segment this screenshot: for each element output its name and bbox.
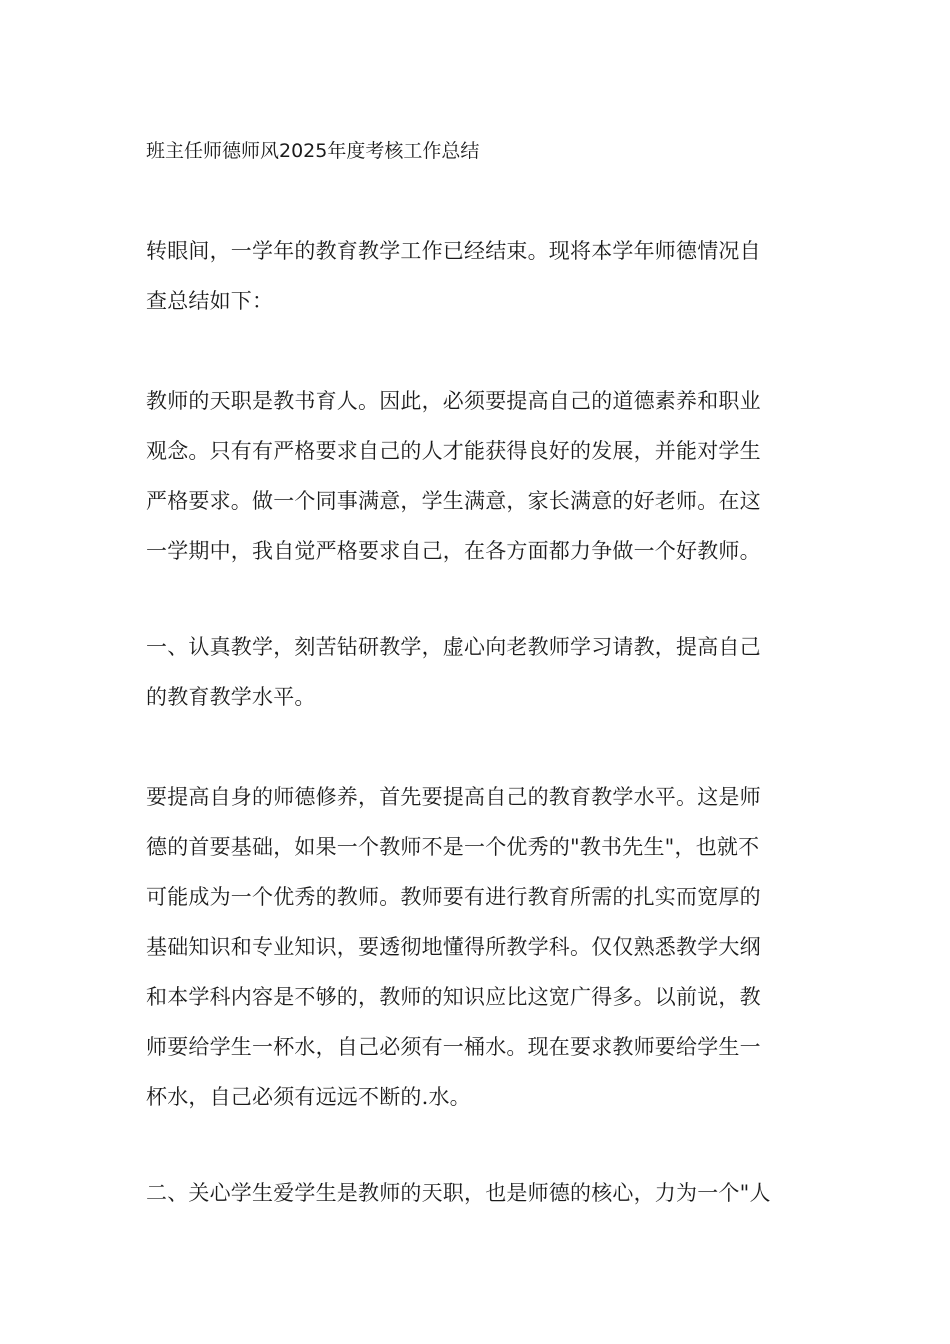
text-line: 基础知识和专业知识，要透彻地懂得所教学科。仅仅熟悉教学大纲	[146, 935, 761, 959]
text-line: 观念。只有有严格要求自己的人才能获得良好的发展，并能对学生	[146, 439, 761, 463]
text-line: 严格要求。做一个同事满意，学生满意，家长满意的好老师。在这	[146, 489, 761, 513]
text-line: 查总结如下：	[146, 289, 274, 313]
text-line: 一、认真教学，刻苦钻研教学，虚心向老教师学习请教，提高自己	[146, 635, 761, 659]
text-line: 的教育教学水平。	[146, 685, 316, 709]
text-line: 要提高自身的师德修养，首先要提高自己的教育教学水平。这是师	[146, 785, 761, 809]
text-line: 师要给学生一杯水，自己必须有一桶水。现在要求教师要给学生一	[146, 1035, 761, 1059]
text-line: 杯水，自己必须有远远不断的.水。	[146, 1085, 471, 1109]
paragraph-intro	[146, 226, 808, 326]
text-line: 二、关心学生爱学生是教师的天职，也是师德的核心，力为一个"人	[146, 1181, 771, 1205]
text-line: 教师的天职是教书育人。因此，必须要提高自己的道德素养和职业	[146, 389, 761, 413]
text-line: 德的首要基础，如果一个教师不是一个优秀的"教书先生"，也就不	[146, 835, 760, 859]
document-title: 班主任师德师风2025年度考核工作总结	[146, 140, 480, 162]
text-line: 一学期中，我自觉严格要求自己，在各方面都力争做一个好教师。	[146, 539, 761, 563]
text-line: 和本学科内容是不够的，教师的知识应比这宽广得多。以前说，教	[146, 985, 761, 1009]
text-line: 转眼间，一学年的教育教学工作已经结束。现将本学年师德情况自	[146, 239, 761, 263]
paragraph-section-two-heading	[146, 1168, 808, 1218]
paragraph-duty	[146, 376, 808, 576]
paragraph-section-one-body	[146, 772, 808, 1122]
paragraph-section-one-heading	[146, 622, 808, 722]
text-line: 可能成为一个优秀的教师。教师要有进行教育所需的扎实而宽厚的	[146, 885, 761, 909]
